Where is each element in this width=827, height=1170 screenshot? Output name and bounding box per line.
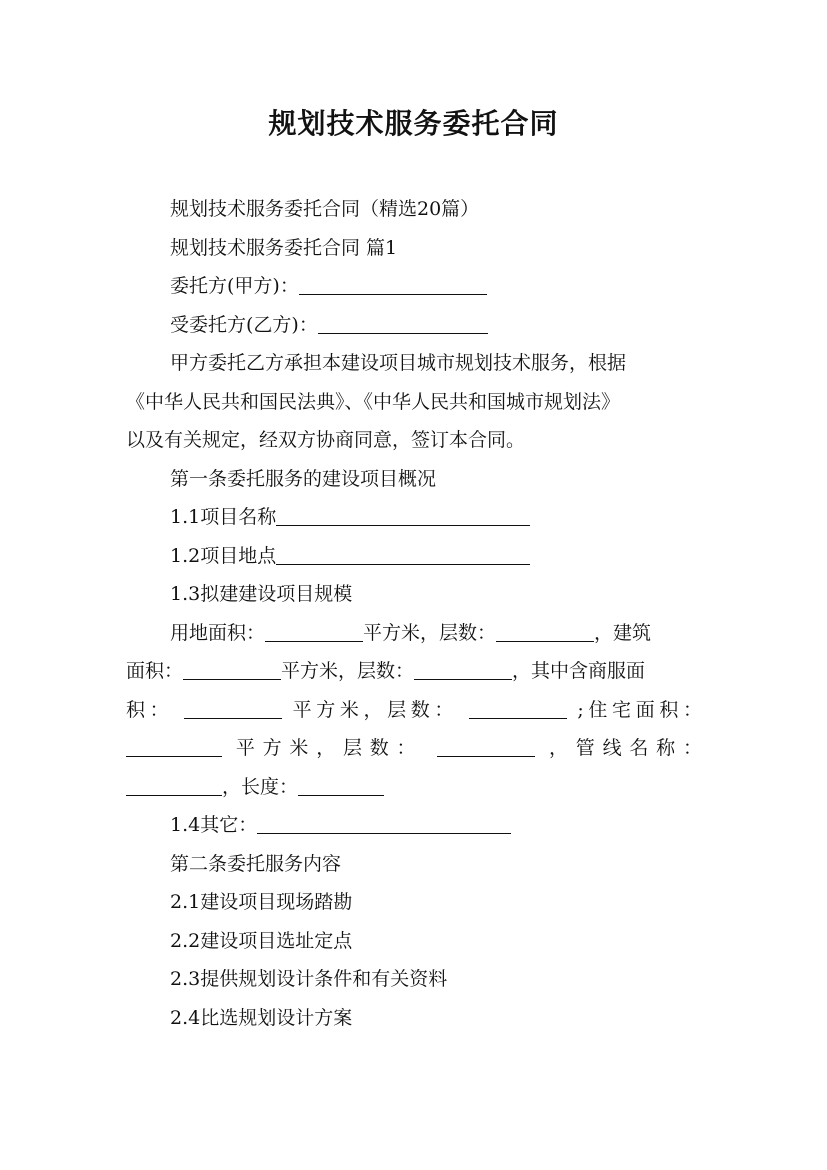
floor-area-blank[interactable] [183,656,281,680]
party-b-label: 受委托方(乙方)： [170,313,318,336]
scale-line-5 [126,768,702,807]
scale-line-1 [126,614,702,653]
subtitle-line: 规划技术服务委托合同（精选20篇） [170,198,480,220]
land-area-label: 用地面积： [170,621,266,644]
item-2-2: 2.2建设项目选址定点 [170,929,353,952]
commercial-label: ，其中含商服面 [512,660,646,682]
project-name-blank[interactable] [276,502,530,526]
floors-blank[interactable] [469,695,567,719]
residential-area-blank[interactable] [126,733,222,757]
length-blank[interactable] [298,772,384,796]
pipeline-name-blank[interactable] [126,772,222,796]
party-b-blank[interactable] [318,310,488,334]
commercial-area-label: 积： [126,698,174,721]
party-a-label: 委托方(甲方)： [170,275,299,297]
scale-line-4 [126,729,702,768]
item-1-3-heading: 1.3拟建建设项目规模 [170,583,353,605]
commercial-area-blank[interactable] [184,695,282,719]
building-label: ，建筑 [594,621,652,644]
residential-area-label: ;住宅面积： [577,698,702,721]
document-body [126,190,702,1037]
floors-label: 平方米，层数： [281,660,415,682]
item-2-3: 2.3提供规划设计条件和有关资料 [170,968,448,990]
item-1-4-label: 1.4其它： [170,814,258,836]
part-heading: 规划技术服务委托合同 篇1 [170,236,398,259]
project-location-blank[interactable] [276,541,530,565]
party-b-line [126,306,702,345]
floors-blank[interactable] [414,656,512,680]
intro-line-2: 《中华人民共和国民法典》、《中华人民共和国城市规划法》 [126,390,621,413]
item-1-1-label: 1.1项目名称 [170,506,277,528]
article-1-heading: 第一条委托服务的建设项目概况 [170,467,437,490]
scale-line-3 [126,691,702,730]
item-2-1: 2.1建设项目现场踏勘 [170,891,353,913]
scale-line-2 [126,652,702,691]
other-blank[interactable] [257,810,511,834]
floors-label: 平方米，层数： [292,698,459,721]
item-1-2-label: 1.2项目地点 [170,544,277,567]
party-a-blank[interactable] [299,271,487,295]
floors-label: 平方米，层数： [363,621,497,644]
page-title: 规划技术服务委托合同 [268,107,559,140]
floors-blank[interactable] [496,618,594,642]
floors-label: 平方米，层数： [235,737,424,759]
length-label: ，长度： [222,775,299,798]
party-a-line [126,267,702,306]
floor-area-label: 面积： [126,660,184,682]
item-2-4: 2.4比选规划设计方案 [170,1006,353,1029]
item-1-1-line [126,498,702,537]
article-2-heading: 第二条委托服务内容 [170,852,342,875]
land-area-blank[interactable] [265,618,363,642]
intro-line-1: 甲方委托乙方承担本建设项目城市规划技术服务，根据 [170,352,627,374]
pipeline-name-label: ，管线名称： [549,737,702,759]
floors-blank[interactable] [437,733,535,757]
item-1-2-line [126,537,702,576]
intro-line-3: 以及有关规定，经双方协商同意，签订本合同。 [126,429,526,451]
item-1-4-line [126,806,702,845]
